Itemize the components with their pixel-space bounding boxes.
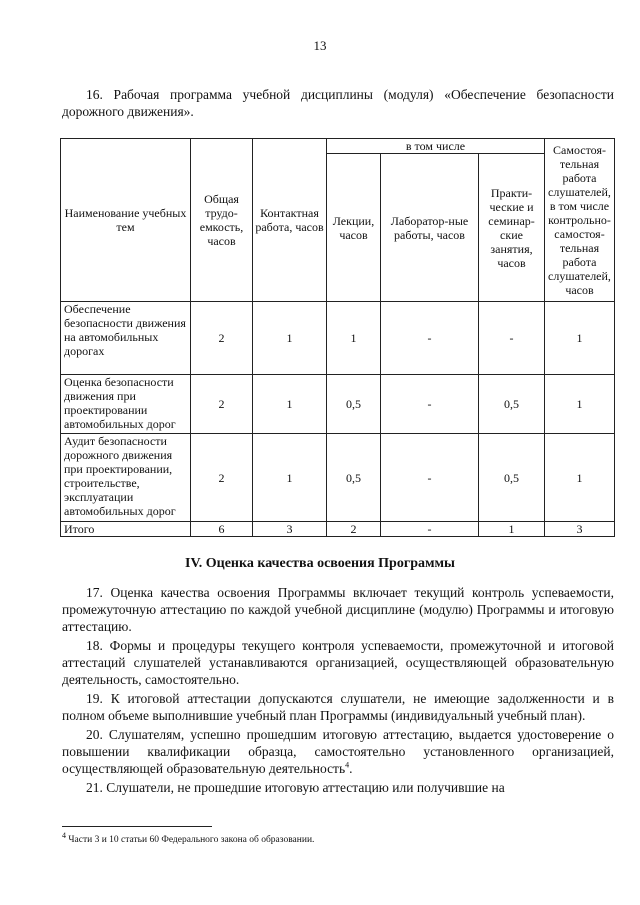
header-including: в том числе (327, 139, 545, 154)
cell-labs: - (381, 434, 479, 522)
cell-contact: 1 (253, 434, 327, 522)
page-number: 13 (313, 38, 327, 53)
table-row (61, 375, 615, 434)
header-labs: Лаборатор-ные работы, часов (381, 154, 479, 302)
paragraph-19: 19. К итоговой аттестации допускаются слушатели, не имеющие задолженности и в полном объеме выполнившие учебный план Программы (индивидуальный учебный план). (62, 691, 614, 723)
cell-lectures: 1 (327, 302, 381, 375)
cell-lectures: 0,5 (327, 434, 381, 522)
paragraph-17: 17. Оценка качества освоения Программы включает текущий контроль успеваемости, промежуточную аттестацию по каждой учебной дисциплине (модулю) Программы и итоговую аттестацию. (62, 585, 614, 634)
cell-lectures: 0,5 (327, 375, 381, 434)
header-contact: Контактная работа, часов (253, 139, 327, 302)
cell-self: 3 (545, 522, 615, 537)
body-text (62, 584, 614, 798)
paragraph-18: 18. Формы и процедуры текущего контроля успеваемости, промежуточной и итоговой аттестаций слушателей устанавливаются организацией, осуществляющей образовательную деятельность, самостоятельно. (62, 638, 614, 687)
footnote-reference: 4 (345, 760, 350, 770)
cell-contact: 1 (253, 302, 327, 375)
table-row (61, 302, 615, 375)
header-self: Самостоя-тельная работа слушателей, в том числе контрольно-самостоя-тельная работа слушателей, часов (545, 139, 615, 302)
table-row (61, 434, 615, 522)
row-name: Итого (61, 522, 191, 537)
cell-total: 2 (191, 375, 253, 434)
paragraph-20-text: 20. Слушателям, успешно прошедшим итоговую аттестацию, выдается удостоверение о повышении квалификации образца, самостоятельно установленного организацией, осуществляющей образовательную деятельность (62, 727, 614, 776)
header-lectures: Лекции, часов (327, 154, 381, 302)
header-total: Общая трудо-емкость, часов (191, 139, 253, 302)
cell-self: 1 (545, 375, 615, 434)
paragraph-21: 21. Слушатели, не прошедшие итоговую аттестацию или получившие на (86, 780, 505, 795)
footnote (62, 830, 614, 845)
header-practice: Практи-ческие и семинар-ские занятия, часов (479, 154, 545, 302)
section-heading: IV. Оценка качества освоения Программы (185, 556, 455, 571)
table-row-total (61, 522, 615, 537)
program-title-paragraph: 16. Рабочая программа учебной дисциплины (модуля) «Обеспечение безопасности дорожного движения». (62, 87, 614, 119)
row-name: Оценка безопасности движения при проектировании автомобильных дорог (61, 375, 191, 434)
footnote-divider (62, 826, 212, 827)
footnote-marker: 4 (62, 830, 66, 840)
header-name: Наименование учебных тем (61, 139, 191, 302)
cell-contact: 1 (253, 375, 327, 434)
cell-lectures: 2 (327, 522, 381, 537)
cell-labs: - (381, 302, 479, 375)
cell-labs: - (381, 375, 479, 434)
paragraph-20: 20. Слушателям, успешно прошедшим итоговую аттестацию, выдается удостоверение о повышении квалификации образца, самостоятельно установленного организацией, осуществляющей образовательную деятельность$^4$. (62, 727, 614, 776)
cell-practice: 1 (479, 522, 545, 537)
topics-table (60, 138, 615, 537)
footnote-text: Части 3 и 10 статьи 60 Федерального закона об образовании. (68, 835, 315, 845)
cell-self: 1 (545, 434, 615, 522)
row-name: Обеспечение безопасности движения на автомобильных дорогах (61, 302, 191, 375)
cell-practice: - (479, 302, 545, 375)
cell-practice: 0,5 (479, 375, 545, 434)
cell-total: 6 (191, 522, 253, 537)
cell-total: 2 (191, 434, 253, 522)
cell-self: 1 (545, 302, 615, 375)
cell-contact: 3 (253, 522, 327, 537)
cell-labs: - (381, 522, 479, 537)
row-name: Аудит безопасности дорожного движения при проектировании, строительстве, эксплуатации автомобильных дорог (61, 434, 191, 522)
cell-practice: 0,5 (479, 434, 545, 522)
cell-total: 2 (191, 302, 253, 375)
